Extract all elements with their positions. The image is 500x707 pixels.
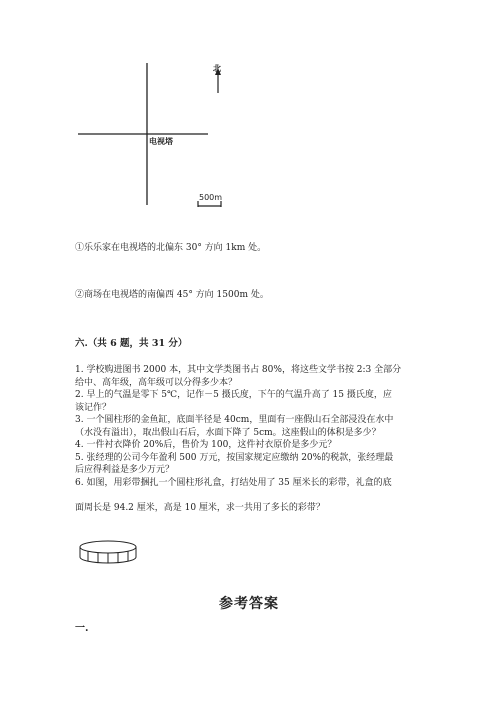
question-line: 该记作？ — [75, 402, 112, 413]
question-line: （水没有溢出），取出假山石后，水面下降了 5cm。这座假山的体积是多少？ — [75, 427, 381, 438]
answers-section-1-marker: 一. — [75, 623, 89, 634]
question-line: 5. 张经理的公司今年盈利 500 万元，按国家规定应缴纳 20%的税款，张经理最 — [75, 452, 394, 463]
cylinder-gift-box-figure — [76, 538, 142, 568]
question-6-continuation: 面周长是 94.2 厘米，高是 10 厘米，求一共用了多长的彩带？ — [75, 503, 325, 513]
answers-title: 参考答案 — [219, 596, 279, 612]
section-6-heading: 六.（共 6 题，共 31 分） — [75, 338, 188, 349]
scale-label: 500m — [199, 193, 223, 202]
question-line: 2. 早上的气温是零下 5℃，记作－5 摄氏度，下午的气温升高了 15 摄氏度，应 — [75, 390, 392, 400]
north-label: 北 — [213, 63, 221, 73]
question-line: 6. 如图，用彩带捆扎一个圆柱形礼盒，打结处用了 35 厘米长的彩带，礼盒的底 — [75, 477, 392, 488]
question-line: 4. 一件衬衣降价 20%后，售价为 100，这件衬衣原价是多少元？ — [75, 440, 337, 450]
instruction-2: ②商场在电视塔的南偏西 45° 方向 1500m 处。 — [75, 290, 269, 300]
tower-label: 电视塔 — [149, 136, 173, 146]
question-line: 3. 一个圆柱形的金鱼缸，底面半径是 40cm，里面有一座假山石全部浸没在水中 — [75, 415, 394, 425]
question-line: 后应得利益是多少万元？ — [75, 465, 175, 475]
instruction-1: ①乐乐家在电视塔的北偏东 30° 方向 1km 处。 — [75, 243, 267, 253]
question-line: 1. 学校购进图书 2000 本，其中文学类图书占 80%，将这些文学书按 2:3 全部分 — [75, 365, 402, 375]
question-line: 给中、高年级，高年级可以分得多少本？ — [75, 377, 238, 388]
questions-block — [75, 364, 435, 489]
